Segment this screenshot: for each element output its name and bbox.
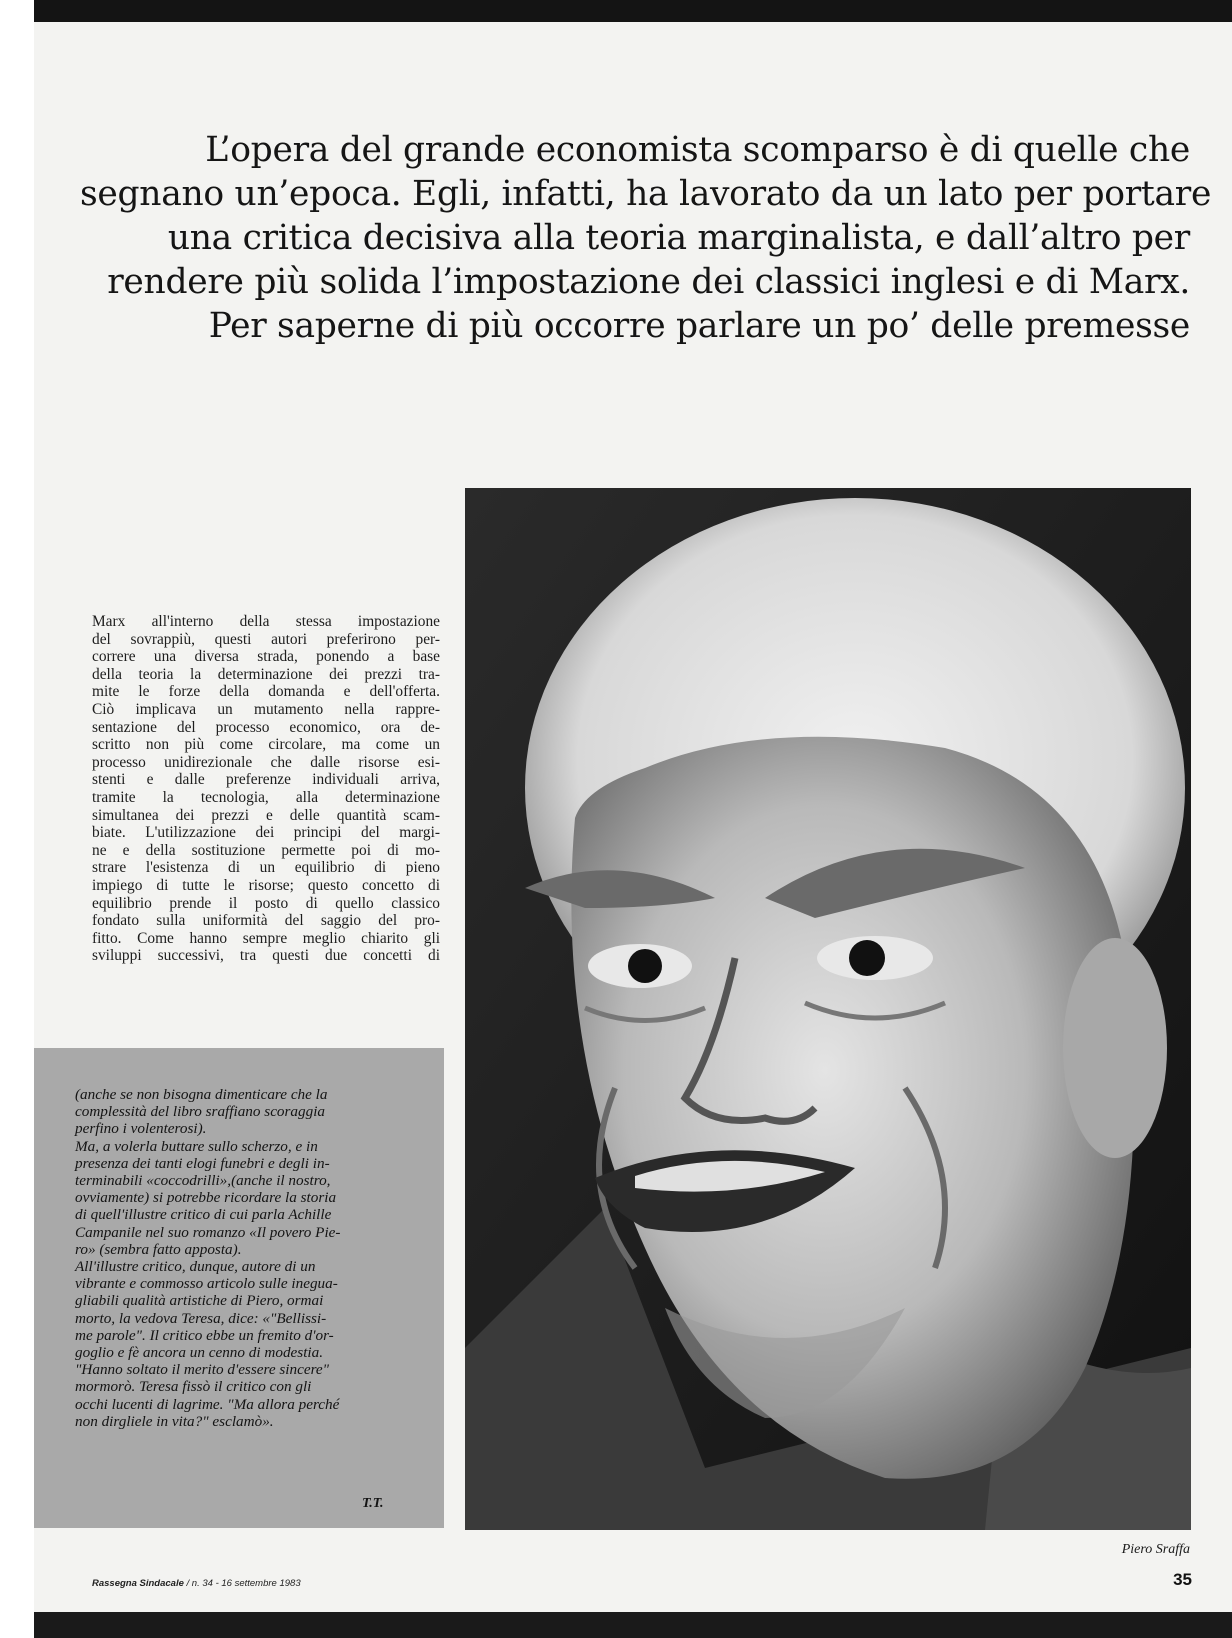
sidebar-line: Ma, a volerla buttare sullo scherzo, e in [75, 1137, 318, 1155]
sidebar-line: me parole". Il critico ebbe un fremito d'or- [75, 1326, 334, 1344]
bottom-scan-border [34, 1612, 1232, 1638]
issue-info: / n. 34 - 16 settembre 1983 [183, 1578, 301, 1589]
sidebar-line: morto, la vedova Teresa, dice: «"Bellissi- [75, 1309, 327, 1327]
sidebar-line: Campanile nel suo romanzo «Il povero Pie- [75, 1223, 341, 1241]
page-left-margin [0, 0, 34, 1638]
headline-line: una critica decisiva alla teoria marginalista, e dall’altro per [167, 218, 1190, 258]
body-line: tramite la tecnologia, alla determinazione [92, 788, 440, 806]
sidebar-line: presenza dei tanti elogi funebri e degli in- [75, 1154, 330, 1172]
sidebar-line: di quell'illustre critico di cui parla Achille [75, 1206, 332, 1224]
body-line: della teoria la determinazione dei prezzi tra- [92, 665, 440, 683]
body-line: equilibrio prende il posto di quello classico [92, 894, 440, 912]
sidebar-line: vibrante e commosso articolo sulle inegua- [75, 1275, 338, 1293]
portrait-photo-drawing [465, 488, 1191, 1530]
body-line: biate. L'utilizzazione dei principi del margi- [92, 824, 440, 842]
sidebar-line: All'illustre critico, dunque, autore di un [75, 1258, 316, 1276]
body-line: correre una diversa strada, ponendo a base [92, 648, 440, 666]
sidebar-line: gliabili qualità artistiche di Piero, ormai [75, 1292, 324, 1310]
headline-line: segnano un’epoca. Egli, infatti, ha lavorato da un lato per portare [80, 174, 1212, 214]
body-line: sviluppi successivi, tra questi due concetti di [92, 947, 440, 965]
body-line: fitto. Come hanno sempre meglio chiarito gli [92, 929, 440, 947]
sidebar-line: goglio e fè ancora un cenno di modestia. [75, 1344, 324, 1362]
sidebar-line: perfino i volenterosi). [75, 1120, 207, 1138]
photo-caption: Piero Sraffa [1121, 1542, 1190, 1557]
sidebar-line: mormorò. Teresa fissò il critico con gli [75, 1378, 312, 1396]
headline-line: Per saperne di più occorre parlare un po’ delle premesse [208, 306, 1190, 346]
article-body-column [92, 613, 440, 965]
body-line: mite le forze della domanda e dell'offerta. [92, 683, 440, 701]
body-line: strare l'esistenza di un equilibrio di pieno [92, 859, 440, 877]
sidebar-line: ro» (sembra fatto apposta). [75, 1240, 242, 1258]
body-line: simultanea dei prezzi e delle quantità scam- [92, 806, 440, 824]
publication-name: Rassegna Sindacale [92, 1578, 184, 1589]
footer-publication [92, 1578, 301, 1589]
sidebar-line: ovviamente) si potrebbe ricordare la storia [75, 1189, 337, 1207]
body-line: del sovrappiù, questi autori preferirono per- [92, 630, 440, 648]
headline-line: rendere più solida l’impostazione dei classici inglesi e di Marx. [107, 262, 1190, 302]
body-line: Marx all'interno della stessa impostazione [92, 613, 440, 630]
body-line: stenti e dalle preferenze individuali arriva, [92, 771, 440, 789]
headline-line: L’opera del grande economista scomparso è di quelle che [205, 130, 1190, 170]
sidebar-line: (anche se non bisogna dimenticare che la [75, 1086, 328, 1103]
body-line: scritto non più come circolare, ma come un [92, 736, 440, 754]
body-line: fondato sulla uniformità del saggio del pro- [92, 912, 440, 930]
page-number: 35 [1173, 1570, 1192, 1589]
sidebar-line: "Hanno soltato il merito d'essere sincere" [75, 1361, 330, 1379]
sidebar-line: complessità del libro sraffiano scoraggia [75, 1103, 326, 1121]
body-line: Ciò implicava un mutamento nella rappre- [92, 700, 440, 718]
sidebar-line: terminabili «coccodrilli»,(anche il nostro, [75, 1172, 331, 1190]
top-scan-border [34, 0, 1232, 22]
sidebar-line: non dirgliele in vita?" esclamò». [75, 1412, 274, 1430]
portrait-photo [465, 488, 1191, 1530]
sidebar-text [75, 1086, 415, 1430]
headline [80, 128, 1212, 348]
body-line: impiego di tutte le risorse; questo concetto di [92, 876, 440, 894]
sidebar-line: occhi lucenti di lagrime. "Ma allora perché [75, 1395, 340, 1413]
body-line: processo unidirezionale che dalle risorse esi- [92, 753, 440, 771]
body-line: sentazione del processo economico, ora de- [92, 718, 440, 736]
body-line: ne e della sostituzione permette poi di mo- [92, 841, 440, 859]
sidebar-signature: T.T. [362, 1496, 384, 1511]
